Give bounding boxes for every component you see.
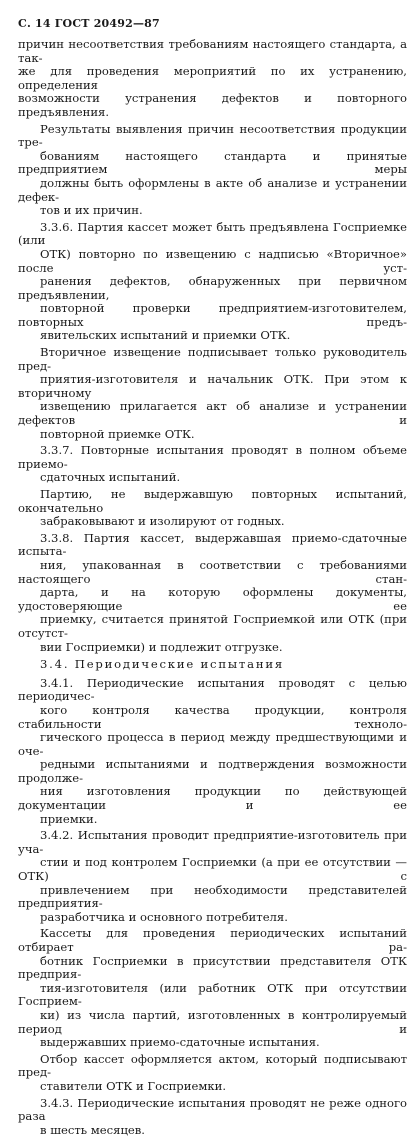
paragraph [18,346,407,441]
section-heading [18,658,407,672]
text-line: тов и их причин. [40,203,143,218]
text-line: ния изготовления продукции по действующей документации и ее [18,784,407,813]
paragraph [18,444,407,485]
text-line: 3.4.1. Периодические испытания проводят с целью периодичес- [18,675,407,704]
text-line: гического процесса в период между предшествующими и оче- [18,730,407,758]
page-header: С. 14 ГОСТ 20492—87 [18,17,160,30]
text-line: сдаточных испытаний. [40,470,181,485]
text-line: повторной проверки предприятием-изготовителем, повторных предъ- [18,301,407,329]
text-line: 3.4.3. Периодические испытания проводят не реже одного раза [18,1095,407,1124]
paragraph [18,532,407,654]
text-line: причин несоответствия требованиям настоящего стандарта, а так- [18,37,407,65]
paragraph [18,829,407,924]
paragraph [18,221,407,343]
paragraph [18,1097,407,1138]
paragraph [18,927,407,1049]
text-line: в шесть месяцев. [40,1122,145,1137]
text-line: ставители ОТК и Госприемки. [40,1078,226,1093]
paragraph [18,38,407,120]
text-line: дарта, и на которую оформлены документы, удостоверяющие ее [18,585,407,613]
text-line: привлечением при необходимости представителей предприятия- [18,882,407,911]
text-line: Отбор кассет оформляется актом, который подписывают пред- [18,1051,407,1080]
text-line: редными испытаниями и подтверждения возможности продолже- [18,757,407,785]
text-line: Вторичное извещение подписывает только руководитель пред- [18,345,407,373]
text-line: кого контроля качества продукции, контроля стабильности техноло- [18,702,407,731]
text-line: же для проведения мероприятий по их устранению, определения [18,64,407,92]
text-line: Партию, не выдержавшую повторных испытаний, окончательно [18,487,407,515]
text-line: приятия-изготовителя и начальник ОТК. При этом к вторичному [18,372,407,400]
text-line: ния, упакованная в соответствии с требованиями настоящего стан- [18,557,407,586]
text-line: должны быть оформлены в акте об анализе и устранении дефек- [18,175,407,204]
paragraph [18,677,407,827]
text-line: забраковывают и изолируют от годных. [40,514,285,529]
document-body [18,38,407,1140]
text-line: ки) из числа партий, изготовленных в контролируемый период и [18,1007,407,1036]
text-line: ботник Госприемки в присутствии представителя ОТК предприя- [18,953,407,982]
text-line: ОТК) повторно по извещению с надписью «Вторичное» после уст- [18,246,407,275]
text-line: бованиям настоящего стандарта и принятые предприятием меры [18,148,407,177]
paragraph [18,488,407,529]
text-line: тия-изготовителя (или работник ОТК при отсутствии Госприем- [18,980,407,1009]
text-line: Кассеты для проведения периодических испытаний отбирает ра- [18,926,407,954]
text-line: возможности устранения дефектов и повторного предъявления. [18,91,407,119]
text-line: разработчика и основного потребителя. [40,909,288,924]
text-line: 3.3.7. Повторные испытания проводят в полном объеме приемо- [18,443,407,471]
text-line: приемку, считается принятой Госприемкой или ОТК (при отсутст- [18,612,407,640]
text-line: стии и под контролем Госприемки (а при ее отсутствии — ОТК) с [18,855,407,884]
text-line: приемки. [40,811,98,826]
paragraph [18,123,407,218]
text-line: вии Госприемки) и подлежит отгрузке. [40,639,283,654]
text-line: повторной приемке ОТК. [40,426,195,441]
text-line: явительских испытаний и приемки ОТК. [40,328,291,343]
text-line: 3.4.2. Испытания проводит предприятие-изготовитель при уча- [18,828,407,856]
text-line: 3.4. Периодические испытания [40,657,284,672]
text-line: извещению прилагается акт об анализе и устранении дефектов и [18,399,407,428]
text-line: Результаты выявления причин несоответствия продукции тре- [18,121,407,150]
text-line: 3.3.6. Партия кассет может быть предъявлена Госприемке (или [18,219,407,248]
text-line: 3.3.8. Партия кассет, выдержавшая приемо-сдаточные испыта- [18,530,407,559]
text-line: выдержавших приемо-сдаточные испытания. [40,1035,320,1050]
paragraph [18,1053,407,1094]
text-line: ранения дефектов, обнаруженных при первичном предъявлении, [18,274,407,302]
